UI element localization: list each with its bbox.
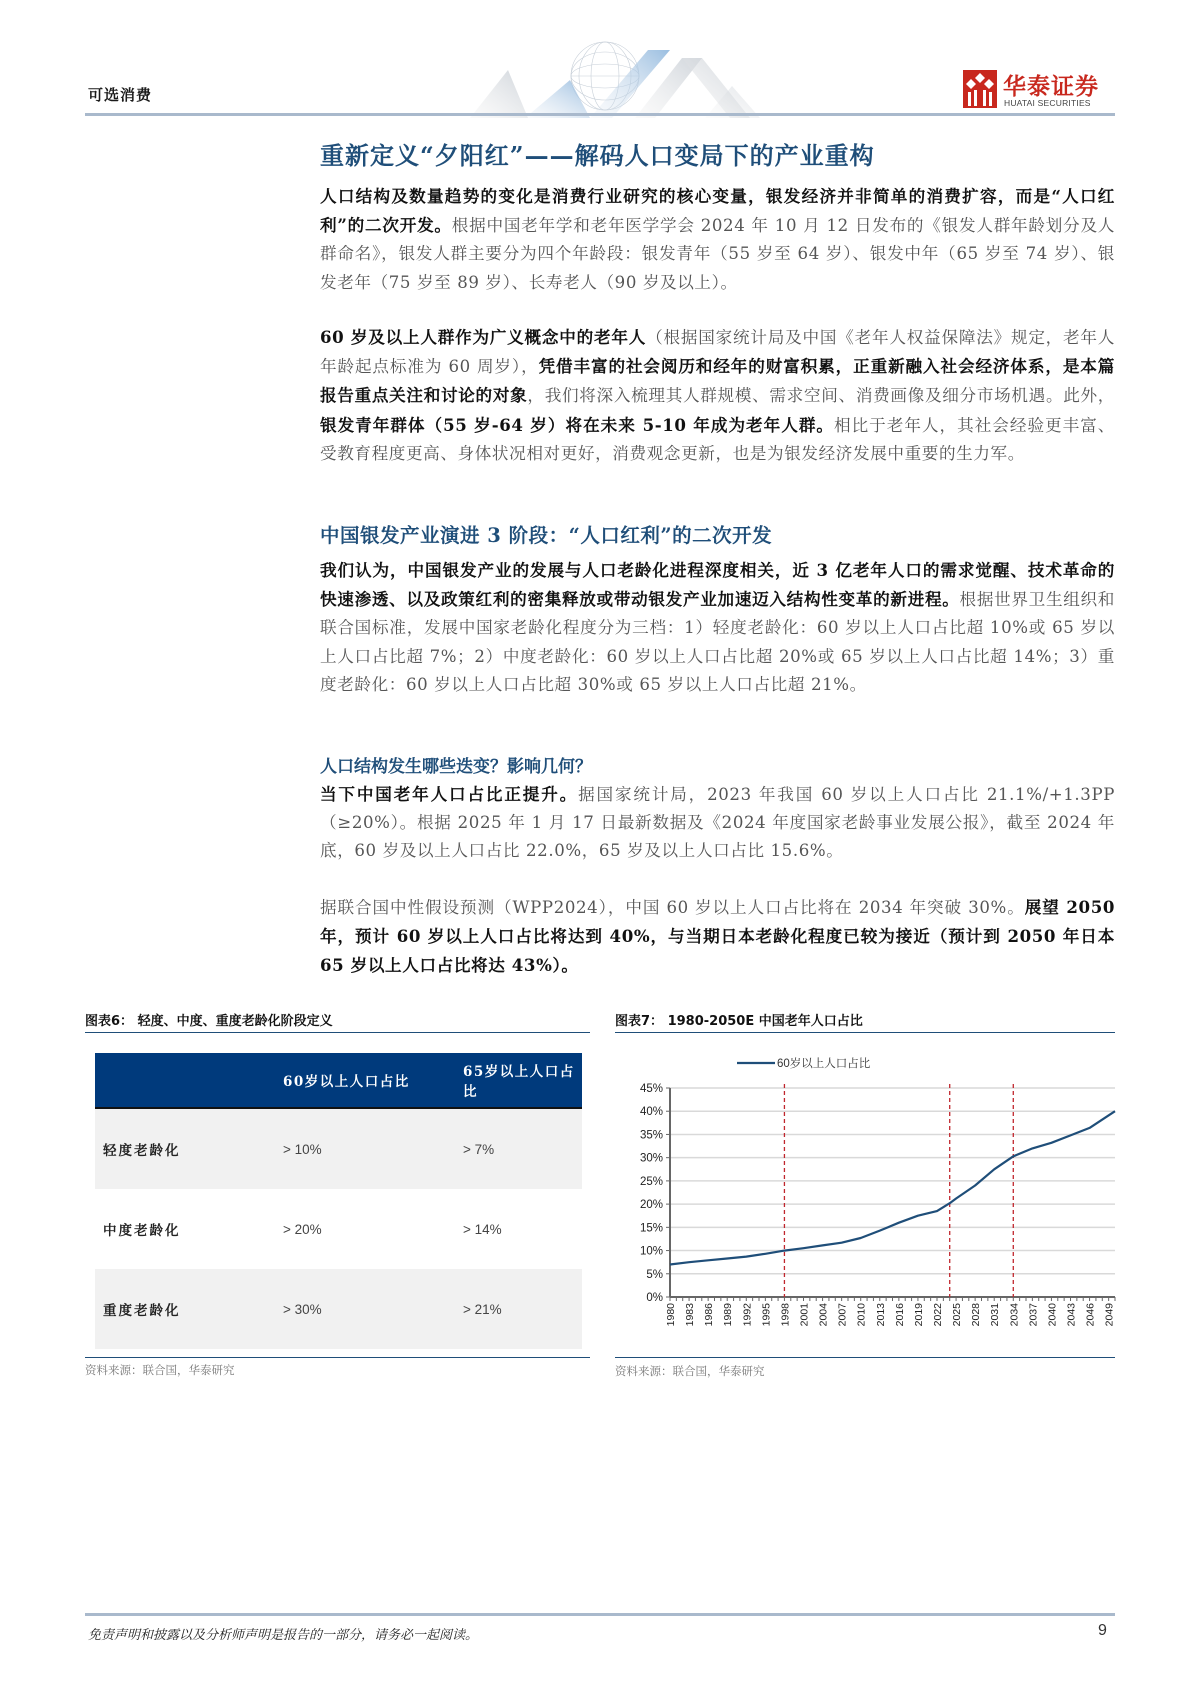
x-tick-label: 2034 [1008,1303,1021,1327]
x-tick-label: 2001 [798,1303,811,1327]
y-tick-label: 10% [639,1245,663,1258]
x-tick-label: 1989 [722,1303,735,1327]
x-tick-label: 1998 [779,1303,792,1327]
figure-7-source: 资料来源：联合国，华泰研究 [615,1364,765,1378]
header-globe-decoration [470,40,800,118]
cell-60: > 10% [283,1108,463,1189]
paragraph-emphasis: 展望 2050 年，预计 60 岁以上人口占比将达到 40%，与当期日本老龄化程度已较为接近（预计到 2050 年日本 65 岁以上人口占比将达 43%）。 [320,897,1115,976]
paragraph-elderly-definition [320,323,1115,468]
paragraph-emphasis: 当下中国老年人口占比正提升。 [320,784,579,804]
paragraph-body: （根据国家统计局及中国《老年人权益保障法》规定，老年人年龄起点标准为 60 周岁）， [320,328,1115,377]
x-tick-label: 2040 [1046,1303,1059,1327]
x-tick-label: 2046 [1084,1303,1097,1327]
paragraph-body: 根据中国老年学和老年医学学会 2024 年 10 月 12 日发布的《银发人群年龄划分及人群命名》，银发人群主要分为四个年龄段：银发青年（55 岁至 64 岁）、银发中年（65 岁至 74 岁）、银发老年（75 岁至 89 岁）、长寿老人（90 岁及以上）。 [320,216,1115,292]
figure-6 [85,1010,590,1378]
y-tick-label: 5% [646,1268,663,1281]
section-heading-three-stages: 中国银发产业演进 3 阶段：“人口红利”的二次开发 [320,524,773,547]
paragraph-body: ，我们将深入梳理其人群规模、需求空间、消费画像及细分市场机遇。此外， [527,386,1115,406]
y-tick-label: 30% [639,1152,663,1165]
paragraph-silver-economy-intro [320,182,1115,297]
huatai-logo [963,68,1118,112]
footer-divider [85,1613,1115,1616]
page-title: 重新定义“夕阳红”——解码人口变局下的产业重构 [320,141,875,170]
x-tick-label: 2007 [836,1303,849,1327]
figure-7-title: 图表7： 1980-2050E 中国老年人口占比 [615,1010,1115,1033]
figure-7-bottom-rule [615,1357,1115,1358]
paragraph-un-projection [320,893,1115,981]
table-header-65: 65岁以上人口占比 [463,1053,582,1108]
table-header-empty [95,1053,283,1108]
x-tick-label: 2022 [932,1303,944,1327]
cell-65: > 21% [463,1269,582,1349]
page-number: 9 [1098,1622,1107,1639]
table-row [95,1269,582,1349]
table-row [95,1189,582,1269]
section-label: 可选消费 [88,86,153,104]
paragraph-emphasis: 人口结构及数量趋势的变化是消费行业研究的核心变量，银发经济并非简单的消费扩容，而是“人口红利”的二次开发。 [320,186,1115,236]
cell-60: > 20% [283,1221,322,1237]
y-tick-label: 25% [639,1175,663,1188]
paragraph-body: 相比于老年人，其社会经验更丰富、受教育程度更高、身体状况相对更好，消费观念更新，也是为银发经济发展中重要的生力军。 [320,415,1115,463]
y-tick-label: 45% [639,1083,663,1095]
row-label: 轻度老龄化 [95,1108,283,1189]
x-tick-label: 2049 [1103,1303,1116,1327]
elderly-ratio-line-chart [615,1055,1120,1355]
figure-6-title: 图表6： 轻度、中度、重度老龄化阶段定义 [85,1010,590,1033]
row-label: 重度老龄化 [95,1269,283,1349]
y-tick-label: 15% [639,1222,663,1235]
x-tick-label: 2025 [951,1303,964,1327]
header-divider [85,113,1115,116]
cell-60: > 30% [283,1269,463,1349]
paragraph-emphasis: 凭借丰富的社会阅历和经年的财富积累，正重新融入社会经济体系，是本篇报告重点关注和讨论的对象 [320,356,1115,406]
table-header-60: 60岁以上人口占比 [283,1053,463,1108]
x-tick-label: 1992 [741,1303,754,1327]
paragraph-aging-stages [320,556,1115,699]
paragraph-body: 据联合国中性假设预测（WPP2024），中国 60 岁以上人口占比将在 2034 年突破 30%。 [320,898,1025,917]
x-tick-label: 2031 [989,1303,1002,1327]
figure-6-bottom-rule [85,1357,590,1358]
x-tick-label: 1986 [703,1303,716,1327]
row-label: 中度老龄化 [103,1223,181,1239]
y-tick-label: 40% [639,1106,663,1119]
logo-english-name: HUATAI SECURITIES [1004,98,1091,108]
paragraph-current-ratio [320,780,1115,866]
cell-65: > 14% [463,1221,502,1237]
paragraph-emphasis: 60 岁及以上人群作为广义概念中的老年人 [320,327,647,347]
huatai-logo-icon [963,70,997,108]
subsection-heading-structure-change: 人口结构发生哪些迭变？影响几何？ [320,757,592,777]
x-tick-label: 1980 [665,1303,677,1327]
y-tick-label: 0% [646,1292,663,1304]
paragraph-emphasis: 银发青年群体（55 岁-64 岁）将在未来 5-10 年成为老年人群。 [320,414,834,435]
paragraph-body: 据国家统计局，2023 年我国 60 岁以上人口占比 21.1%/+1.3PP（≥20%）。根据 2025 年 1 月 17 日最新数据及《2024 年度国家老龄事业发展公报》，截至 2024 年底，60 岁及以上人口占比 22.0%，65 岁及以上人口占比 15.6%。 [320,785,1115,861]
x-tick-label: 1983 [684,1303,697,1327]
x-tick-label: 2016 [893,1303,906,1327]
cell-65: > 7% [463,1108,582,1189]
x-tick-label: 2019 [912,1303,925,1327]
x-tick-label: 2004 [817,1303,830,1327]
x-tick-label: 1995 [760,1303,773,1327]
figure-7 [615,1010,1115,1033]
y-tick-label: 20% [639,1199,663,1212]
y-tick-label: 35% [639,1129,663,1142]
figure-6-source: 资料来源：联合国，华泰研究 [85,1363,235,1377]
x-tick-label: 2037 [1027,1303,1040,1327]
x-tick-label: 2013 [874,1303,887,1327]
x-tick-label: 2010 [855,1303,868,1327]
table-header-row [95,1053,582,1108]
x-tick-label: 2043 [1065,1303,1078,1327]
table-row [95,1108,582,1189]
aging-definition-table [95,1053,582,1349]
paragraph-body: 根据世界卫生组织和联合国标准，发展中国家老龄化程度分为三档：1）轻度老龄化：60 岁以上人口占比超 10%或 65 岁以上人口占比超 7%；2）中度老龄化：60 岁以上人口占比超 20%或 65 岁以上人口占比超 14%；3）重度老龄化：60 岁以上人口占比超 30%或 65 岁以上人口占比超 21%。 [320,590,1115,694]
paragraph-emphasis: 我们认为，中国银发产业的发展与人口老龄化进程深度相关，近 3 亿老年人口的需求觉醒、技术革命的快速渗透、以及政策红利的密集释放或带动银发产业加速迈入结构性变革的新进程。 [320,560,1115,610]
footer-disclaimer: 免责声明和披露以及分析师声明是报告的一部分，请务必一起阅读。 [88,1628,479,1643]
x-tick-label: 2028 [970,1303,983,1327]
logo-chinese-name: 华泰证券 [1003,74,1099,100]
legend-label: 60岁以上人口占比 [777,1058,871,1070]
